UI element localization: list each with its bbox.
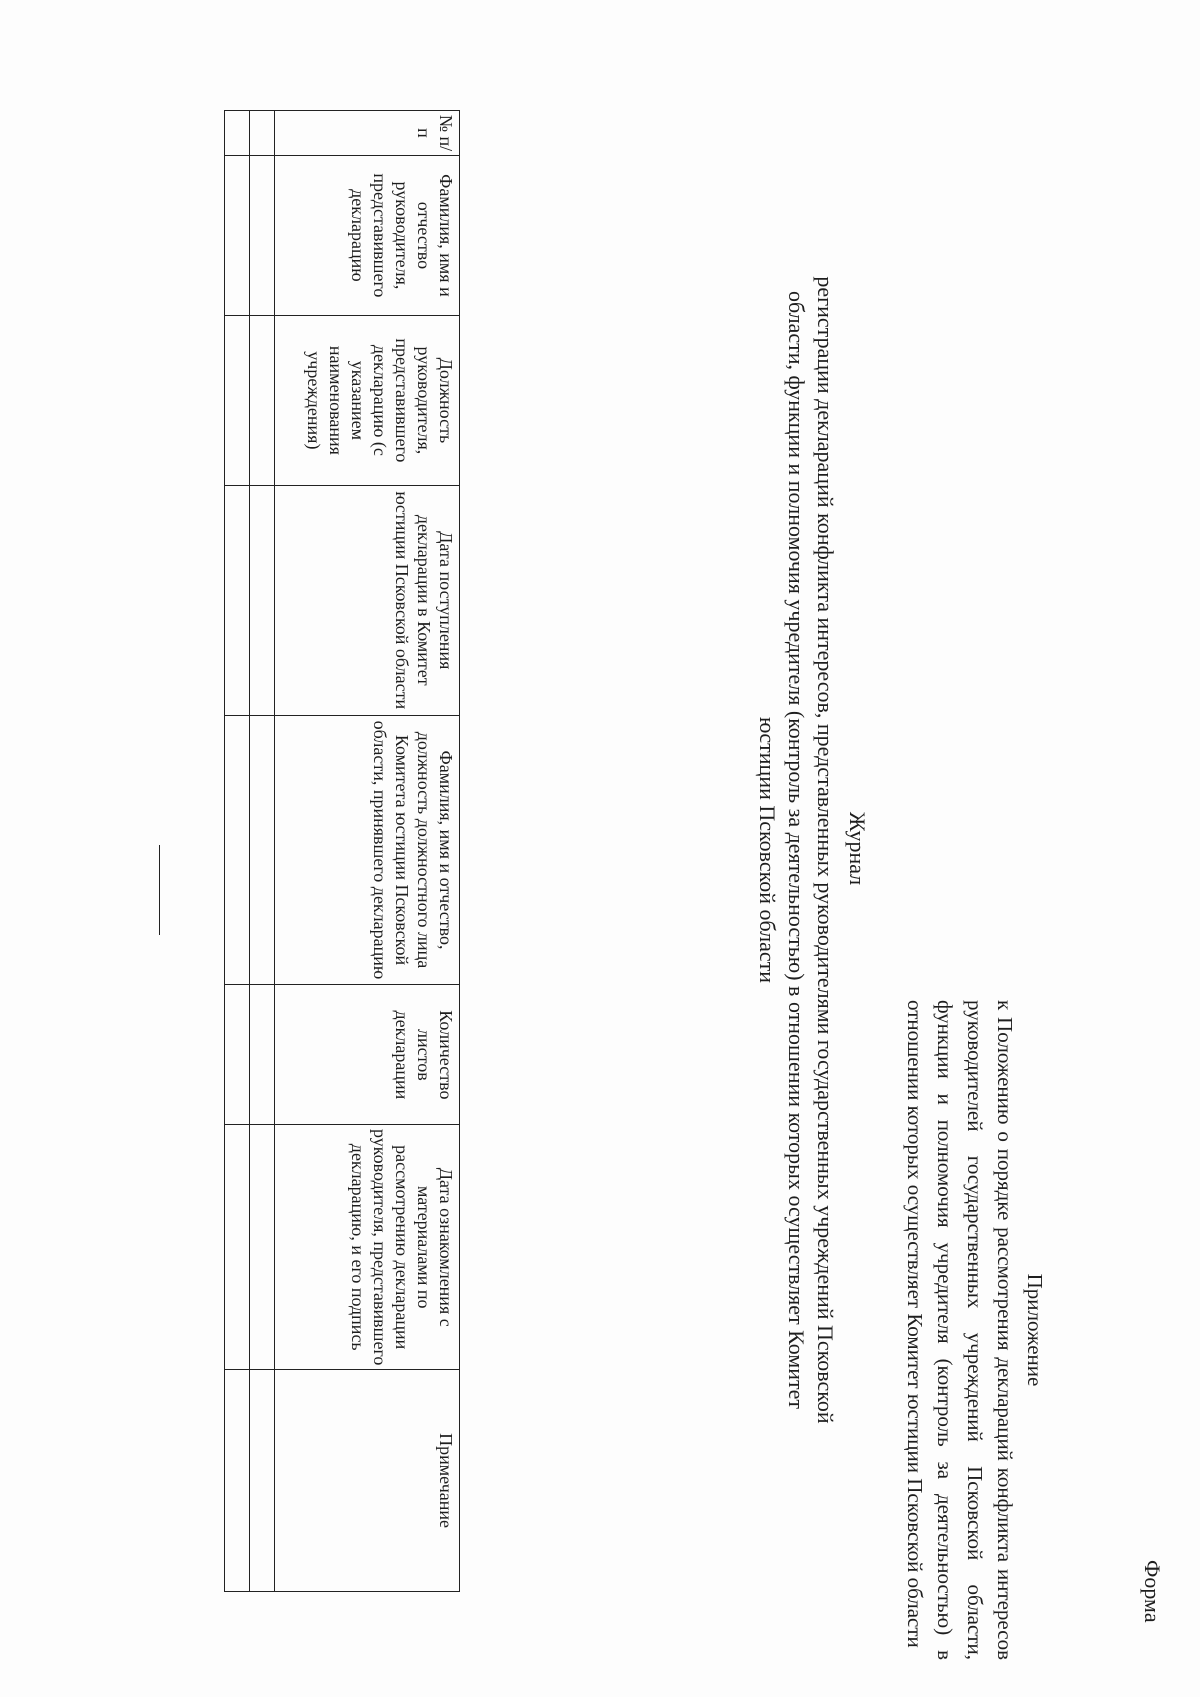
journal-title: Журнал (845, 811, 870, 886)
closing-line (159, 845, 160, 935)
registration-table (224, 110, 460, 1592)
header-official: Фамилия, имя и отчество, должность должностного лица Комитета юстиции Псковской области, принявшего декларацию (275, 715, 460, 985)
table-cell (225, 985, 250, 1125)
journal-subtitle: регистрации деклараций конфликта интересов, представленных руководителями государственных учреждений Псковской области, функции и полномочия учредителя (контроль за деятельностью) в отношении которых осуществляет Комитет юстиции Псковской области (755, 276, 838, 1424)
form-label: Форма (1140, 1560, 1165, 1623)
header-acquaintance-date: Дата ознакомления с материалами по рассмотрению декларации руководителя, представившего декларацию, и его подпись (275, 1125, 460, 1370)
appendix-text: к Положению о порядке рассмотрения деклараций конфликта интересов руководителей государственных учреждений Псковской области, функции и полномочия учредителя (контроль за деятельностью) в отношении которых осуществляет Комитет юстиции Псковской области (903, 1000, 1017, 1660)
table-header-row (275, 111, 460, 1592)
table-cell (225, 315, 250, 485)
table-row (250, 111, 275, 1592)
table-cell (225, 155, 250, 315)
table-cell (225, 111, 250, 156)
header-full-name: Фамилия, имя и отчество руководителя, представившего декларацию (275, 155, 460, 315)
table-cell (250, 1125, 275, 1370)
table-cell (250, 485, 275, 715)
table-cell (250, 985, 275, 1125)
table-row (225, 111, 250, 1592)
header-position: Должность руководителя, представившего декларацию (с указанием наименования учреждения) (275, 315, 460, 485)
header-sheet-count: Количество листов декларации (275, 985, 460, 1125)
table-cell (225, 485, 250, 715)
appendix-block (900, 1000, 1050, 1660)
table-cell (250, 1370, 275, 1592)
appendix-title: Приложение (1023, 1273, 1047, 1387)
table-cell (250, 111, 275, 156)
header-note: Примечание (275, 1370, 460, 1592)
table-cell (225, 715, 250, 985)
header-receipt-date: Дата поступления декларации в Комитет юстиции Псковской области (275, 485, 460, 715)
table-cell (225, 1370, 250, 1592)
table-cell (250, 315, 275, 485)
table-cell (250, 155, 275, 315)
header-number: № п/п (275, 111, 460, 156)
table-cell (250, 715, 275, 985)
table-cell (225, 1125, 250, 1370)
